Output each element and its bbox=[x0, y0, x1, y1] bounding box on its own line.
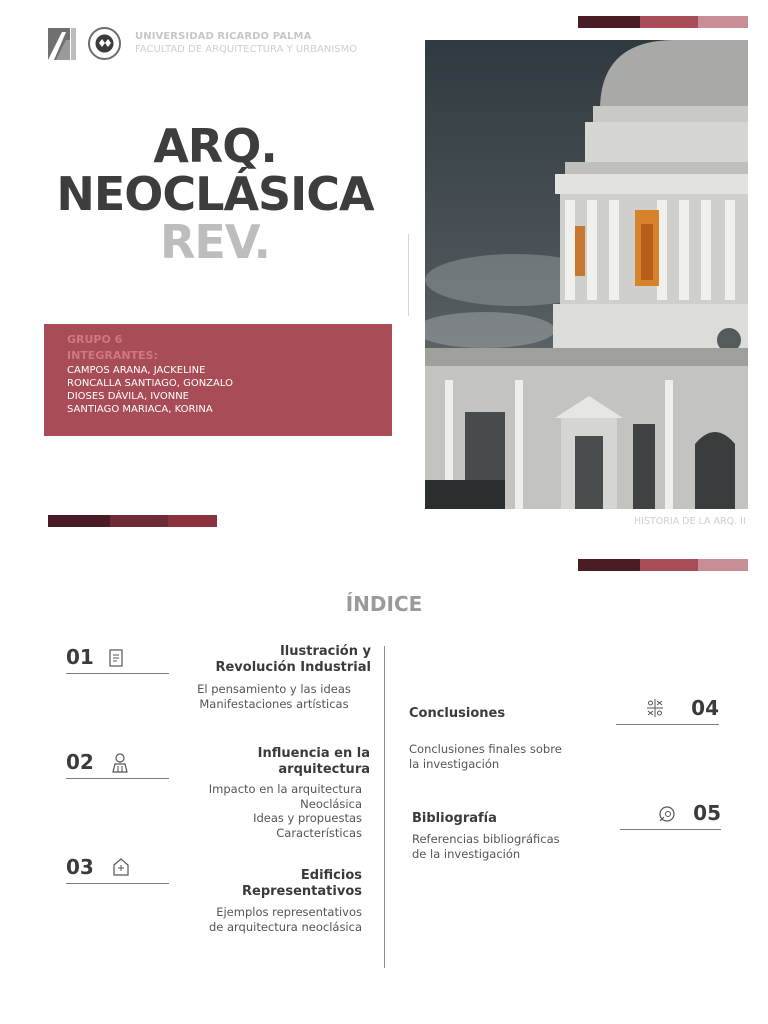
index-item-03[interactable] bbox=[66, 855, 169, 884]
index-item-01[interactable] bbox=[66, 645, 169, 674]
members-label: INTEGRANTES: bbox=[67, 349, 158, 362]
section-01-text bbox=[186, 644, 371, 676]
index-item-04[interactable] bbox=[616, 696, 719, 725]
section-subtitle: Neoclásica bbox=[300, 796, 362, 811]
group-label: GRUPO 6 bbox=[67, 333, 123, 346]
section-number: 04 bbox=[691, 696, 719, 720]
member-name: DIOSES DÁVILA, IVONNE bbox=[67, 391, 189, 402]
search-book-icon bbox=[658, 805, 676, 823]
color-strip-top bbox=[578, 16, 748, 28]
cover-title bbox=[30, 119, 400, 269]
section-title: Representativos bbox=[242, 884, 362, 899]
section-subtitle: de la investigación bbox=[412, 846, 521, 861]
section-underline bbox=[616, 724, 719, 725]
section-03-text bbox=[186, 868, 362, 900]
section-subtitle: Referencias bibliográficas bbox=[412, 832, 560, 846]
section-number: 02 bbox=[66, 750, 94, 774]
divider-line bbox=[408, 234, 409, 316]
section-title: Influencia en la bbox=[257, 746, 370, 761]
house-icon bbox=[112, 857, 130, 875]
group-box bbox=[44, 324, 392, 436]
section-05-text bbox=[412, 811, 592, 827]
member-name: RONCALLA SANTIAGO, GONZALO bbox=[67, 378, 233, 389]
section-title: Conclusiones bbox=[409, 706, 506, 721]
section-subtitle: El pensamiento y las ideas bbox=[197, 682, 351, 696]
section-subtitle: Características bbox=[276, 825, 362, 840]
faculty-logo bbox=[48, 28, 76, 60]
section-underline bbox=[620, 829, 721, 830]
university-name: UNIVERSIDAD RICARDO PALMA bbox=[135, 31, 312, 42]
color-strip-index bbox=[578, 559, 748, 571]
document-icon bbox=[108, 649, 126, 667]
section-underline bbox=[66, 883, 169, 884]
section-subtitle: de arquitectura neoclásica bbox=[208, 919, 362, 934]
section-05-subs bbox=[412, 832, 592, 861]
section-underline bbox=[66, 673, 169, 674]
section-title: Edificios bbox=[300, 868, 362, 883]
cathedral-photo bbox=[425, 40, 748, 509]
section-04-subs bbox=[409, 742, 589, 771]
section-01-subs bbox=[186, 682, 362, 711]
section-title: Revolución Industrial bbox=[215, 660, 371, 675]
section-02-subs bbox=[186, 782, 362, 840]
section-subtitle: Impacto en la arquitectura bbox=[208, 782, 362, 796]
color-strip-left bbox=[48, 515, 217, 527]
section-subtitle: Manifestaciones artísticas bbox=[199, 696, 349, 711]
section-subtitle: Ideas y propuestas bbox=[253, 811, 362, 825]
title-line-3: REV. bbox=[160, 215, 270, 269]
index-title: ÍNDICE bbox=[345, 592, 423, 616]
section-subtitle: Ejemplos representativos bbox=[216, 905, 362, 919]
section-subtitle: Conclusiones finales sobre bbox=[409, 742, 562, 756]
member-name: CAMPOS ARANA, JACKELINE bbox=[67, 365, 206, 376]
section-04-text bbox=[409, 706, 589, 722]
university-seal bbox=[88, 27, 121, 60]
title-line-1: ARQ. bbox=[153, 119, 277, 173]
section-number: 03 bbox=[66, 855, 94, 879]
section-title: Ilustración y bbox=[279, 644, 371, 659]
section-underline bbox=[66, 778, 169, 779]
photo-caption: HISTORIA DE LA ARQ. II bbox=[634, 516, 746, 527]
section-subtitle: la investigación bbox=[409, 756, 500, 771]
section-title: arquitectura bbox=[278, 762, 370, 777]
faculty-name: FACULTAD DE ARQUITECTURA Y URBANISMO bbox=[135, 44, 358, 55]
index-item-02[interactable] bbox=[66, 750, 169, 779]
section-number: 05 bbox=[693, 801, 721, 825]
building-sketch-icon bbox=[112, 752, 130, 770]
title-line-2: NEOCLÁSICA bbox=[56, 167, 374, 221]
grid-symbols-icon bbox=[646, 698, 664, 716]
section-title: Bibliografía bbox=[412, 811, 497, 826]
section-03-subs bbox=[186, 905, 362, 934]
member-name: SANTIAGO MARIACA, KORINA bbox=[67, 404, 213, 415]
index-item-05[interactable] bbox=[620, 801, 721, 830]
section-number: 01 bbox=[66, 645, 94, 669]
section-02-text bbox=[186, 746, 370, 778]
index-divider bbox=[384, 646, 385, 968]
